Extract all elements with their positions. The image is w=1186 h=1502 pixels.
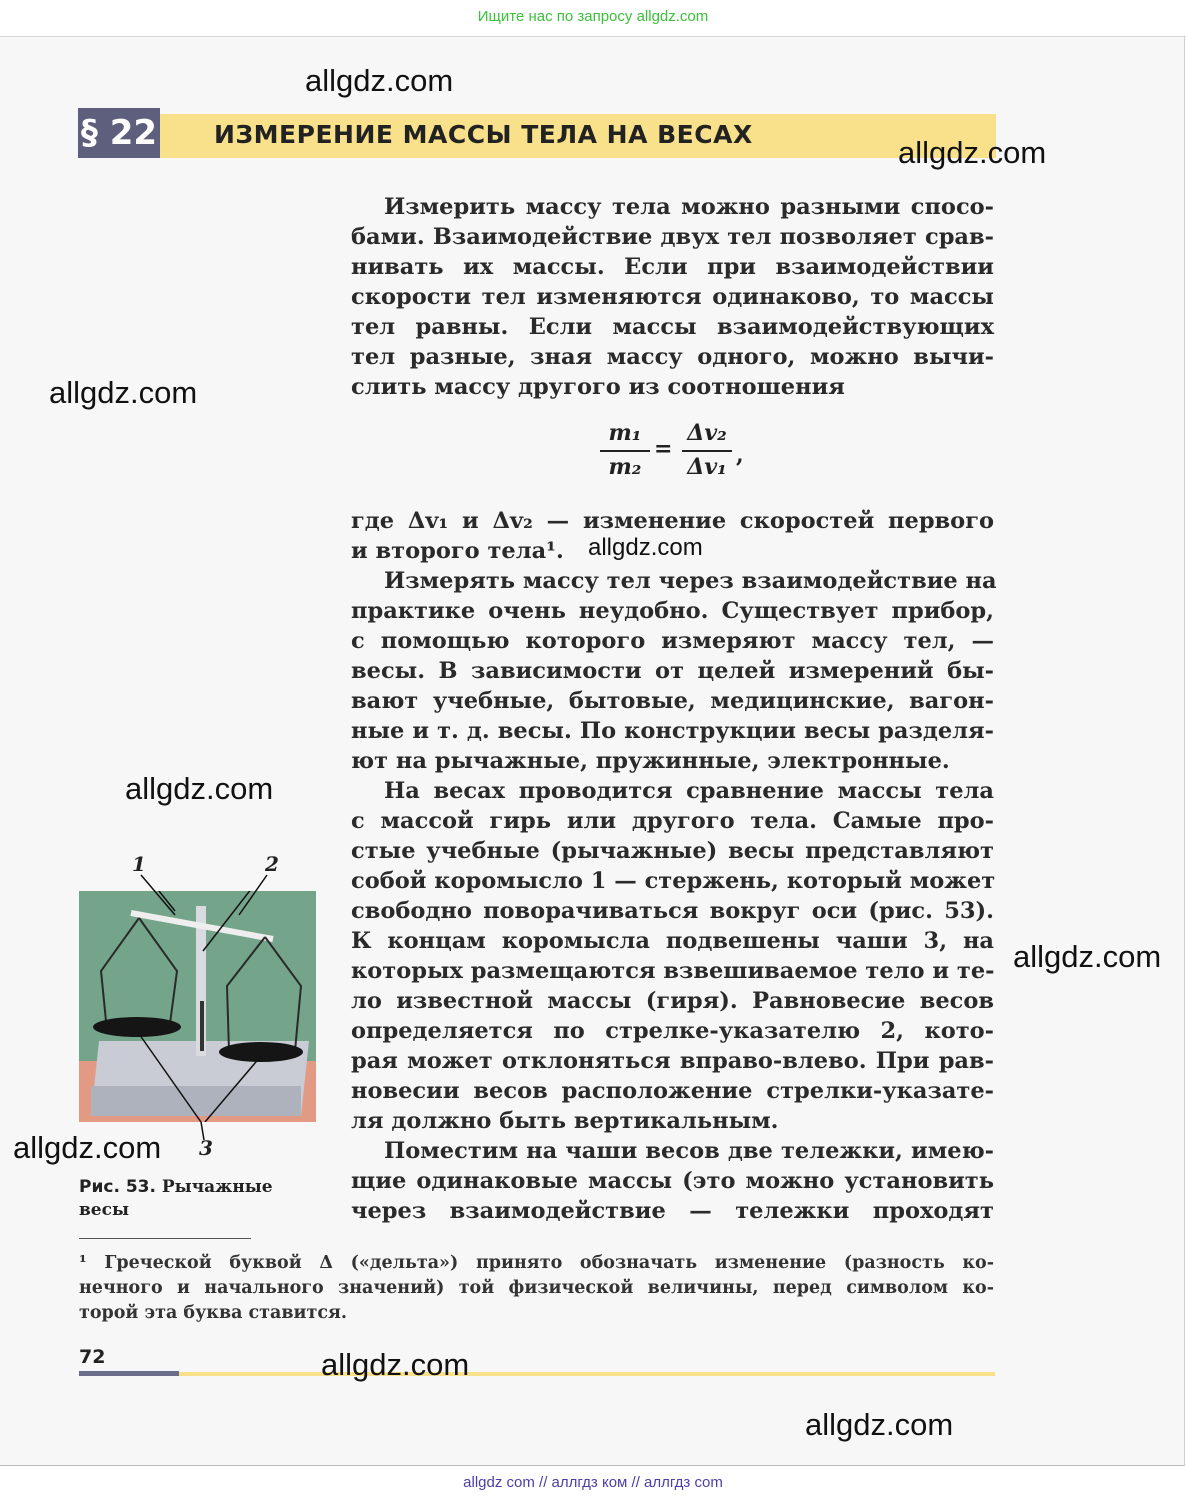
figure-label-1: 1 [132, 852, 146, 876]
text-line: определяется по стрелке-указателю 2, кото- [351, 1018, 994, 1044]
text-line: скорости тел изменяются одинаково, то массы [351, 284, 994, 310]
text-line: тел разные, зная массу одного, можно вычи- [351, 344, 994, 370]
text-line: новесии весов расположение стрелки-указате- [351, 1078, 994, 1104]
text-line: стые учебные (рычажные) весы представляют [351, 838, 994, 864]
formula-equals: = [654, 436, 673, 462]
watermark: allgdz.com [898, 135, 1047, 170]
bottom-banner[interactable]: allgdz com // аллгдз ком // аллгдз com [463, 1474, 723, 1491]
text-line: ют на рычажные, пружинные, электронные. [351, 748, 950, 774]
fraction-right [682, 420, 732, 480]
text-line: свободно поворачиваться вокруг оси (рис. 53). [351, 898, 994, 924]
text-line: через взаимодействие — тележки проходят [351, 1198, 994, 1224]
watermark: allgdz.com [1013, 939, 1162, 974]
text-line: К концам коромысла подвешены чаши 3, на [351, 928, 994, 954]
watermark: allgdz.com [125, 771, 274, 806]
watermark: allgdz.com [49, 375, 198, 410]
text-line: слить массу другого из соотношения [351, 374, 845, 400]
fraction-bar [600, 450, 650, 452]
footnote-line: нечного и начального значений) той физической величины, перед символом ко- [79, 1278, 994, 1298]
text-line: практике очень неудобно. Существует прибор, [351, 598, 994, 624]
text-line: нивать их массы. Если при взаимодействии [351, 254, 994, 280]
watermark: allgdz.com [321, 1347, 470, 1382]
footnote-line: торой эта буква ставится. [79, 1303, 348, 1323]
text-line: весы. В зависимости от целей измерений бы- [351, 658, 994, 684]
text-line: щие одинаковые массы (это можно установить [351, 1168, 994, 1194]
top-banner[interactable]: Ищите нас по запросу allgdz.com [0, 0, 1186, 37]
fraction-left [600, 420, 650, 480]
text-line: с помощью которого измеряют массу тел, — [351, 628, 994, 654]
text-line: тел равны. Если массы взаимодействующих [351, 314, 994, 340]
page-number: 72 [79, 1346, 106, 1368]
footnote-rule [79, 1238, 251, 1239]
text-line: собой коромысло 1 — стержень, который может [351, 868, 996, 894]
footnote-line: ¹ Греческой буквой Δ («дельта») принято обозначать изменение (разность ко- [79, 1253, 994, 1273]
text-line: бами. Взаимодействие двух тел позволяет срав- [351, 224, 994, 250]
text-line: Поместим на чаши весов две тележки, имею- [384, 1138, 994, 1164]
text-line: На весах проводится сравнение массы тела [384, 778, 994, 804]
formula-numerator: m₁ [608, 420, 642, 446]
figure-leader-lines [79, 855, 316, 1155]
figure-label-3: 3 [199, 1136, 213, 1160]
text-line: с массой гирь или другого тела. Самые про- [351, 808, 994, 834]
formula-denominator: Δv₁ [687, 454, 727, 480]
text-line: которых размещаются взвешиваемое тело и те- [351, 958, 995, 984]
text-line: ло известной массы (гиря). Равновесие весов [351, 988, 994, 1014]
text-line: и второго тела¹. [351, 538, 564, 564]
text-line: ля должно быть вертикальным. [351, 1108, 779, 1134]
figure-caption-text: Рычажные весы [79, 1177, 273, 1220]
text-line: Измерять массу тел через взаимодействие на [384, 568, 997, 594]
section-number: § 22 [78, 108, 160, 158]
formula-denominator: m₂ [608, 454, 642, 480]
text-line: вают учебные, бытовые, медицинские, вагон- [351, 688, 994, 714]
page-footer-bar-yellow [179, 1372, 995, 1376]
watermark: allgdz.com [805, 1407, 954, 1442]
text-line: где Δv₁ и Δv₂ — изменение скоростей первого [351, 508, 994, 534]
page-footer-bar-dark [79, 1371, 179, 1376]
text-line: рая может отклоняться вправо-влево. При рав- [351, 1048, 994, 1074]
section-title: ИЗМЕРЕНИЕ МАССЫ ТЕЛА НА ВЕСАХ [214, 120, 753, 149]
figure-caption-number: Рис. 53. [79, 1177, 156, 1197]
text-line: ные и т. д. весы. По конструкции весы разделя- [351, 718, 994, 744]
watermark: allgdz.com [305, 63, 454, 98]
watermark: allgdz.com [588, 534, 703, 561]
figure-label-2: 2 [265, 852, 279, 876]
text-line: Измерить массу тела можно разными спосо- [384, 194, 994, 220]
fraction-bar [682, 450, 732, 452]
watermark: allgdz.com [13, 1130, 162, 1165]
formula-comma: , [736, 442, 744, 468]
figure-caption [79, 1176, 309, 1222]
formula-numerator: Δv₂ [687, 420, 727, 446]
